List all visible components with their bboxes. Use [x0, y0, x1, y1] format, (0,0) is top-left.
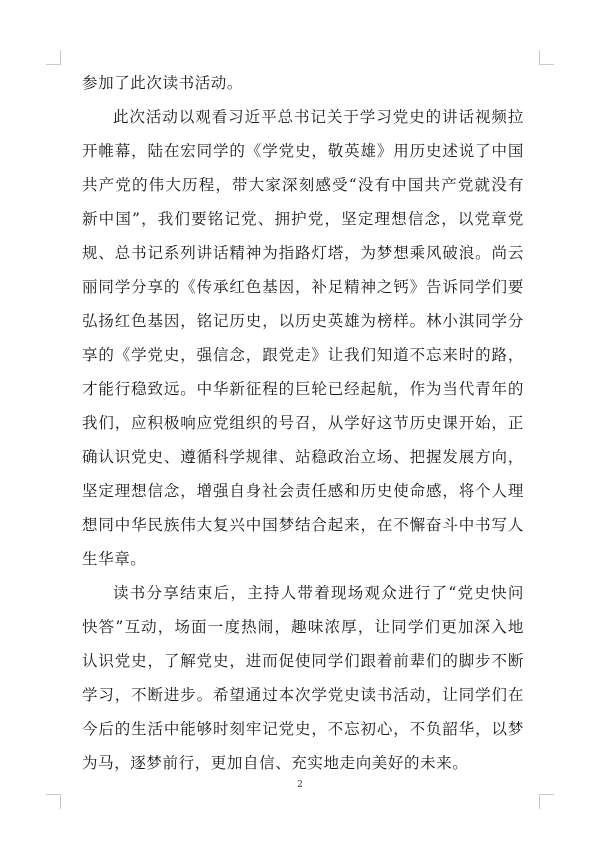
- page-number: 2: [297, 780, 303, 790]
- document-body: [82, 66, 524, 780]
- crop-mark-top-right: [539, 50, 554, 65]
- paragraph-activity-summary: 此次活动以观看习近平总书记关于学习党史的讲话视频拉开帷幕，陆在宏同学的《学党史，敬英雄》用历史述说了中国共产党的伟大历程，带大家深刻感受“没有中国共产党就没有新中国”，我们要铭记党、拥护党，坚定理想信念，以党章党规、总书记系列讲话精神为指路灯塔，为梦想乘风破浪。尚云丽同学分享的《传承红色基因，补足精神之钙》告诉同学们要弘扬红色基因，铭记历史，以历史英雄为榜样。林小淇同学分享的《学党史，强信念，跟党走》让我们知道不忘来时的路，才能行稳致远。中华新征程的巨轮已经起航，作为当代青年的我们，应积极响应党组织的号召，从学好这节历史课开始，正确认识党史、遵循科学规律、站稳政治立场、把握发展方向，坚定理想信念，增强自身社会责任感和历史使命感，将个人理想同中华民族伟大复兴中国梦结合起来，在不懈奋斗中书写人生华章。: [82, 108, 524, 568]
- crop-mark-bottom-right: [539, 794, 554, 809]
- crop-mark-bottom-left: [46, 794, 61, 809]
- paragraph-closing: 读书分享结束后，主持人带着现场观众进行了“党史快问快答”互动，场面一度热闹，趣味浓厚，让同学们更加深入地认识党史，了解党史，进而促使同学们跟着前辈们的脚步不断学习，不断进步。希望通过本次学党史读书活动，让同学们在今后的生活中能够时刻牢记党史，不忘初心，不负韶华，以梦为马，逐梦前行，更加自信、充实地走向美好的未来。: [82, 584, 524, 772]
- paragraph-continuation: 参加了此次读书活动。: [82, 74, 244, 92]
- crop-mark-top-left: [46, 50, 61, 65]
